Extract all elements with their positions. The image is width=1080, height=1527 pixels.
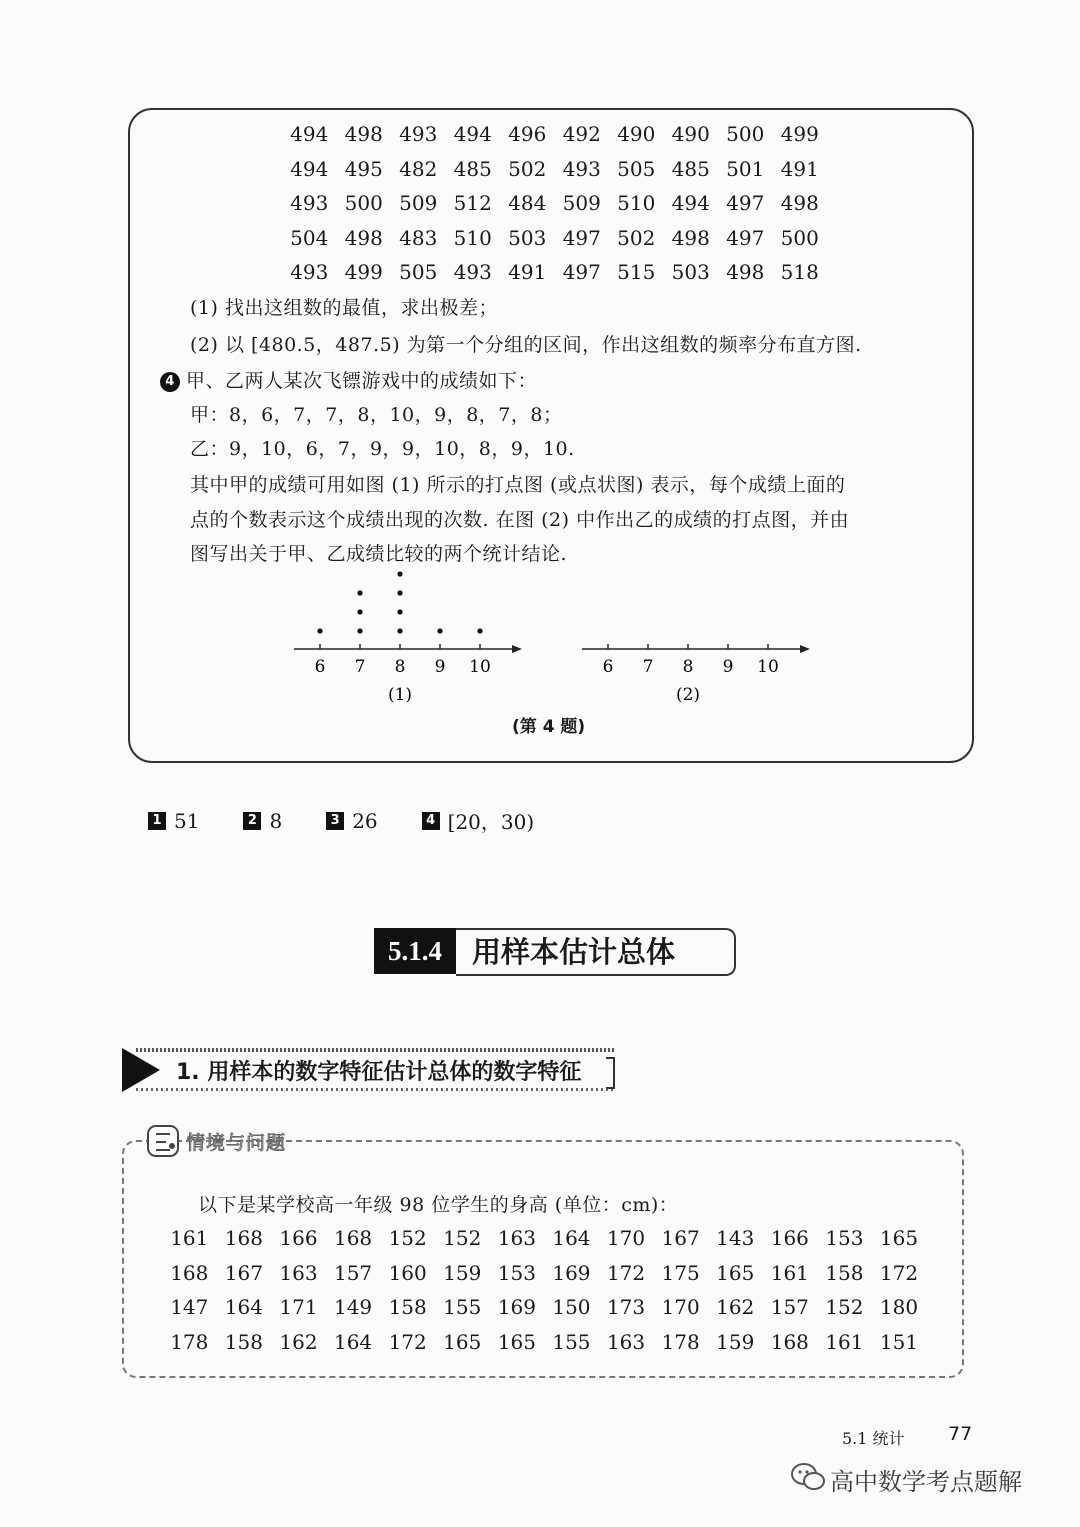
height-cell: 167 [661,1226,700,1250]
height-cell: 162 [279,1329,318,1354]
data-cell: 518 [780,260,819,284]
height-cell: 155 [552,1329,591,1354]
data-cell: 494 [453,122,492,146]
axis-arrow [512,645,522,653]
height-cell: 162 [716,1295,755,1319]
height-cell: 164 [333,1329,373,1354]
data-cell: 493 [399,122,438,146]
height-cell: 163 [606,1329,646,1354]
exercise3-question1: (1) 找出这组数的最值，求出极差； [190,297,498,319]
exercise4-jia-scores: 甲：8，6，7，7，8，10，9，8，7，8； [190,404,563,426]
height-cell: 160 [388,1260,427,1285]
answer-value: 51 [174,808,200,833]
data-cell: 503 [508,225,547,250]
score-dot [397,571,402,576]
score-dot [357,628,362,633]
data-cell: 499 [344,260,383,284]
wechat-icon [790,1462,826,1492]
data-cell: 491 [508,260,547,284]
subsection-top-rule [136,1048,614,1052]
height-cell: 164 [552,1226,591,1250]
answer-value: 26 [352,808,378,833]
height-cell: 153 [825,1226,864,1250]
data-cell: 485 [671,156,710,181]
answer-value: [20，30) [447,810,535,834]
score-dot [397,609,402,614]
score-dot [357,609,362,614]
height-cell: 169 [497,1295,536,1319]
data-cell: 490 [617,122,656,146]
score-dot [317,628,322,633]
data-cell: 493 [290,260,329,284]
data-cell: 509 [562,191,601,215]
data-cell: 498 [671,225,710,250]
height-cell: 159 [443,1260,482,1285]
height-cell: 172 [606,1260,646,1285]
data-cell: 497 [562,260,601,284]
dot-plot-1 [288,560,528,710]
height-cell: 168 [770,1329,809,1354]
data-cell: 515 [617,260,656,284]
height-cell: 168 [333,1226,373,1250]
page-number: 77 [948,1423,973,1445]
height-cell: 152 [443,1226,482,1250]
data-cell: 500 [726,122,765,146]
data-cell: 510 [617,191,656,215]
height-cell: 163 [497,1226,536,1250]
height-cell: 180 [879,1295,919,1319]
watermark-text: 高中数学考点题解 [830,1468,1022,1496]
height-cell: 163 [279,1260,318,1285]
height-cell: 167 [224,1260,263,1285]
answer-badge: 2 [243,812,261,830]
score-dot [357,590,362,595]
data-cell: 510 [453,225,492,250]
height-cell: 169 [552,1260,591,1285]
height-cell: 168 [170,1260,209,1285]
data-cell: 484 [508,191,547,215]
data-cell: 482 [399,156,438,181]
scenario-label: 情境与问题 [186,1132,287,1154]
scenario-icon [144,1122,184,1160]
answer-badge: 1 [148,812,166,830]
height-cell: 171 [279,1295,318,1319]
data-cell: 505 [399,260,438,284]
scenario-intro: 以下是某学校高一年级 98 位学生的身高 (单位：cm)： [198,1194,679,1216]
data-cell: 498 [780,191,819,215]
plot-label: (1) [387,685,413,705]
height-cell: 158 [224,1329,263,1354]
answer-item [422,806,535,835]
data-cell: 497 [726,191,765,215]
height-cell: 164 [224,1295,263,1319]
exercise4-number-badge: 4 [160,372,180,392]
height-cell: 173 [606,1295,646,1319]
data-cell: 494 [290,156,329,181]
answer-item [148,806,199,835]
axis-arrow [800,645,810,653]
bracket-ornament [604,1056,618,1090]
tick-label: 10 [469,657,491,677]
answer-badge: 4 [422,812,440,830]
height-cell: 161 [825,1329,864,1354]
height-cell: 166 [770,1226,809,1250]
height-cell: 168 [224,1226,263,1250]
height-cell: 165 [497,1329,536,1354]
figure-caption: (第 4 题) [512,717,586,737]
height-cell: 165 [443,1329,482,1354]
data-cell: 491 [780,156,819,181]
subsection-bottom-rule [136,1088,614,1091]
plot-label: (2) [675,685,701,705]
data-cell: 501 [726,156,765,181]
data-cell: 494 [671,191,710,215]
exercise4-paragraph-line2: 点的个数表示这个成绩出现的次数. 在图 (2) 中作出乙的成绩的打点图，并由 [190,509,850,531]
height-cell: 172 [879,1260,919,1285]
height-cell: 147 [170,1295,209,1319]
data-cell: 505 [617,156,656,181]
data-cell: 497 [726,225,765,250]
height-cell: 152 [825,1295,864,1319]
data-cell: 493 [290,191,329,215]
height-cell: 153 [497,1260,536,1285]
height-cell: 178 [661,1329,700,1354]
data-cell: 502 [617,225,656,250]
height-cell: 165 [879,1226,919,1250]
tick-label: 7 [354,657,366,677]
footer-section: 5.1 统计 [842,1429,905,1448]
data-cell: 512 [453,191,492,215]
data-cell: 497 [562,225,601,250]
tick-label: 8 [394,657,406,677]
data-cell: 500 [780,225,819,250]
data-cell: 499 [780,122,819,146]
height-cell: 161 [170,1226,209,1250]
exercise3-question2: (2) 以 [480.5，487.5) 为第一个分组的区间，作出这组数的频率分布直方图. [190,334,862,356]
height-cell: 158 [388,1295,427,1319]
data-cell: 493 [453,260,492,284]
score-dot [477,628,482,633]
height-cell: 151 [879,1329,919,1354]
tick-label: 9 [722,657,734,677]
data-cell: 490 [671,122,710,146]
exercise4-paragraph-line3: 图写出关于甲、乙成绩比较的两个统计结论. [190,543,568,565]
answer-value: 8 [269,808,283,833]
height-cell: 152 [388,1226,427,1250]
height-cell: 172 [388,1329,427,1354]
score-dot [397,590,402,595]
data-cell: 494 [290,122,329,146]
answer-item [243,806,282,835]
data-cell: 504 [290,225,329,250]
tick-label: 6 [314,657,326,677]
height-cell: 155 [443,1295,482,1319]
height-data-table [162,1221,926,1359]
height-cell: 161 [770,1260,809,1285]
exercise4-intro: 甲、乙两人某次飞镖游戏中的成绩如下： [186,370,538,392]
height-cell: 143 [716,1226,755,1250]
data-cell: 498 [726,260,765,284]
tick-label: 8 [682,657,694,677]
score-dot [397,628,402,633]
tick-label: 6 [602,657,614,677]
answer-item [326,806,377,835]
answer-key [148,806,578,835]
data-cell: 493 [562,156,601,181]
subsection-title: 1. 用样本的数字特征估计总体的数字特征 [176,1060,582,1085]
height-cell: 150 [552,1295,591,1319]
data-cell: 498 [344,122,383,146]
exercise4-paragraph-line1: 其中甲的成绩可用如图 (1) 所示的打点图 (或点状图) 表示，每个成绩上面的 [190,474,846,496]
height-cell: 149 [333,1295,373,1319]
score-dot [437,628,442,633]
exercise3-data-table [282,117,827,290]
height-cell: 165 [716,1260,755,1285]
answer-badge: 3 [326,812,344,830]
section-number: 5.1.4 [374,928,456,974]
exercise4-yi-scores: 乙：9，10，6，7，9，9，10，8，9，10. [190,438,575,460]
data-cell: 495 [344,156,383,181]
height-cell: 170 [606,1226,646,1250]
data-cell: 492 [562,122,601,146]
tick-label: 9 [434,657,446,677]
data-cell: 509 [399,191,438,215]
tick-label: 7 [642,657,654,677]
height-cell: 175 [661,1260,700,1285]
exercise4-intro-line [160,366,537,393]
height-cell: 158 [825,1260,864,1285]
data-cell: 503 [671,260,710,284]
data-cell: 500 [344,191,383,215]
data-cell: 485 [453,156,492,181]
height-cell: 159 [716,1329,755,1354]
play-arrow-icon [120,1046,162,1094]
height-cell: 157 [333,1260,373,1285]
tick-label: 10 [757,657,779,677]
data-cell: 498 [344,225,383,250]
data-cell: 496 [508,122,547,146]
height-cell: 178 [170,1329,209,1354]
height-cell: 166 [279,1226,318,1250]
height-cell: 170 [661,1295,700,1319]
section-title: 用样本估计总体 [456,928,736,976]
height-cell: 157 [770,1295,809,1319]
data-cell: 483 [399,225,438,250]
data-cell: 502 [508,156,547,181]
dot-plot-2 [576,560,816,710]
